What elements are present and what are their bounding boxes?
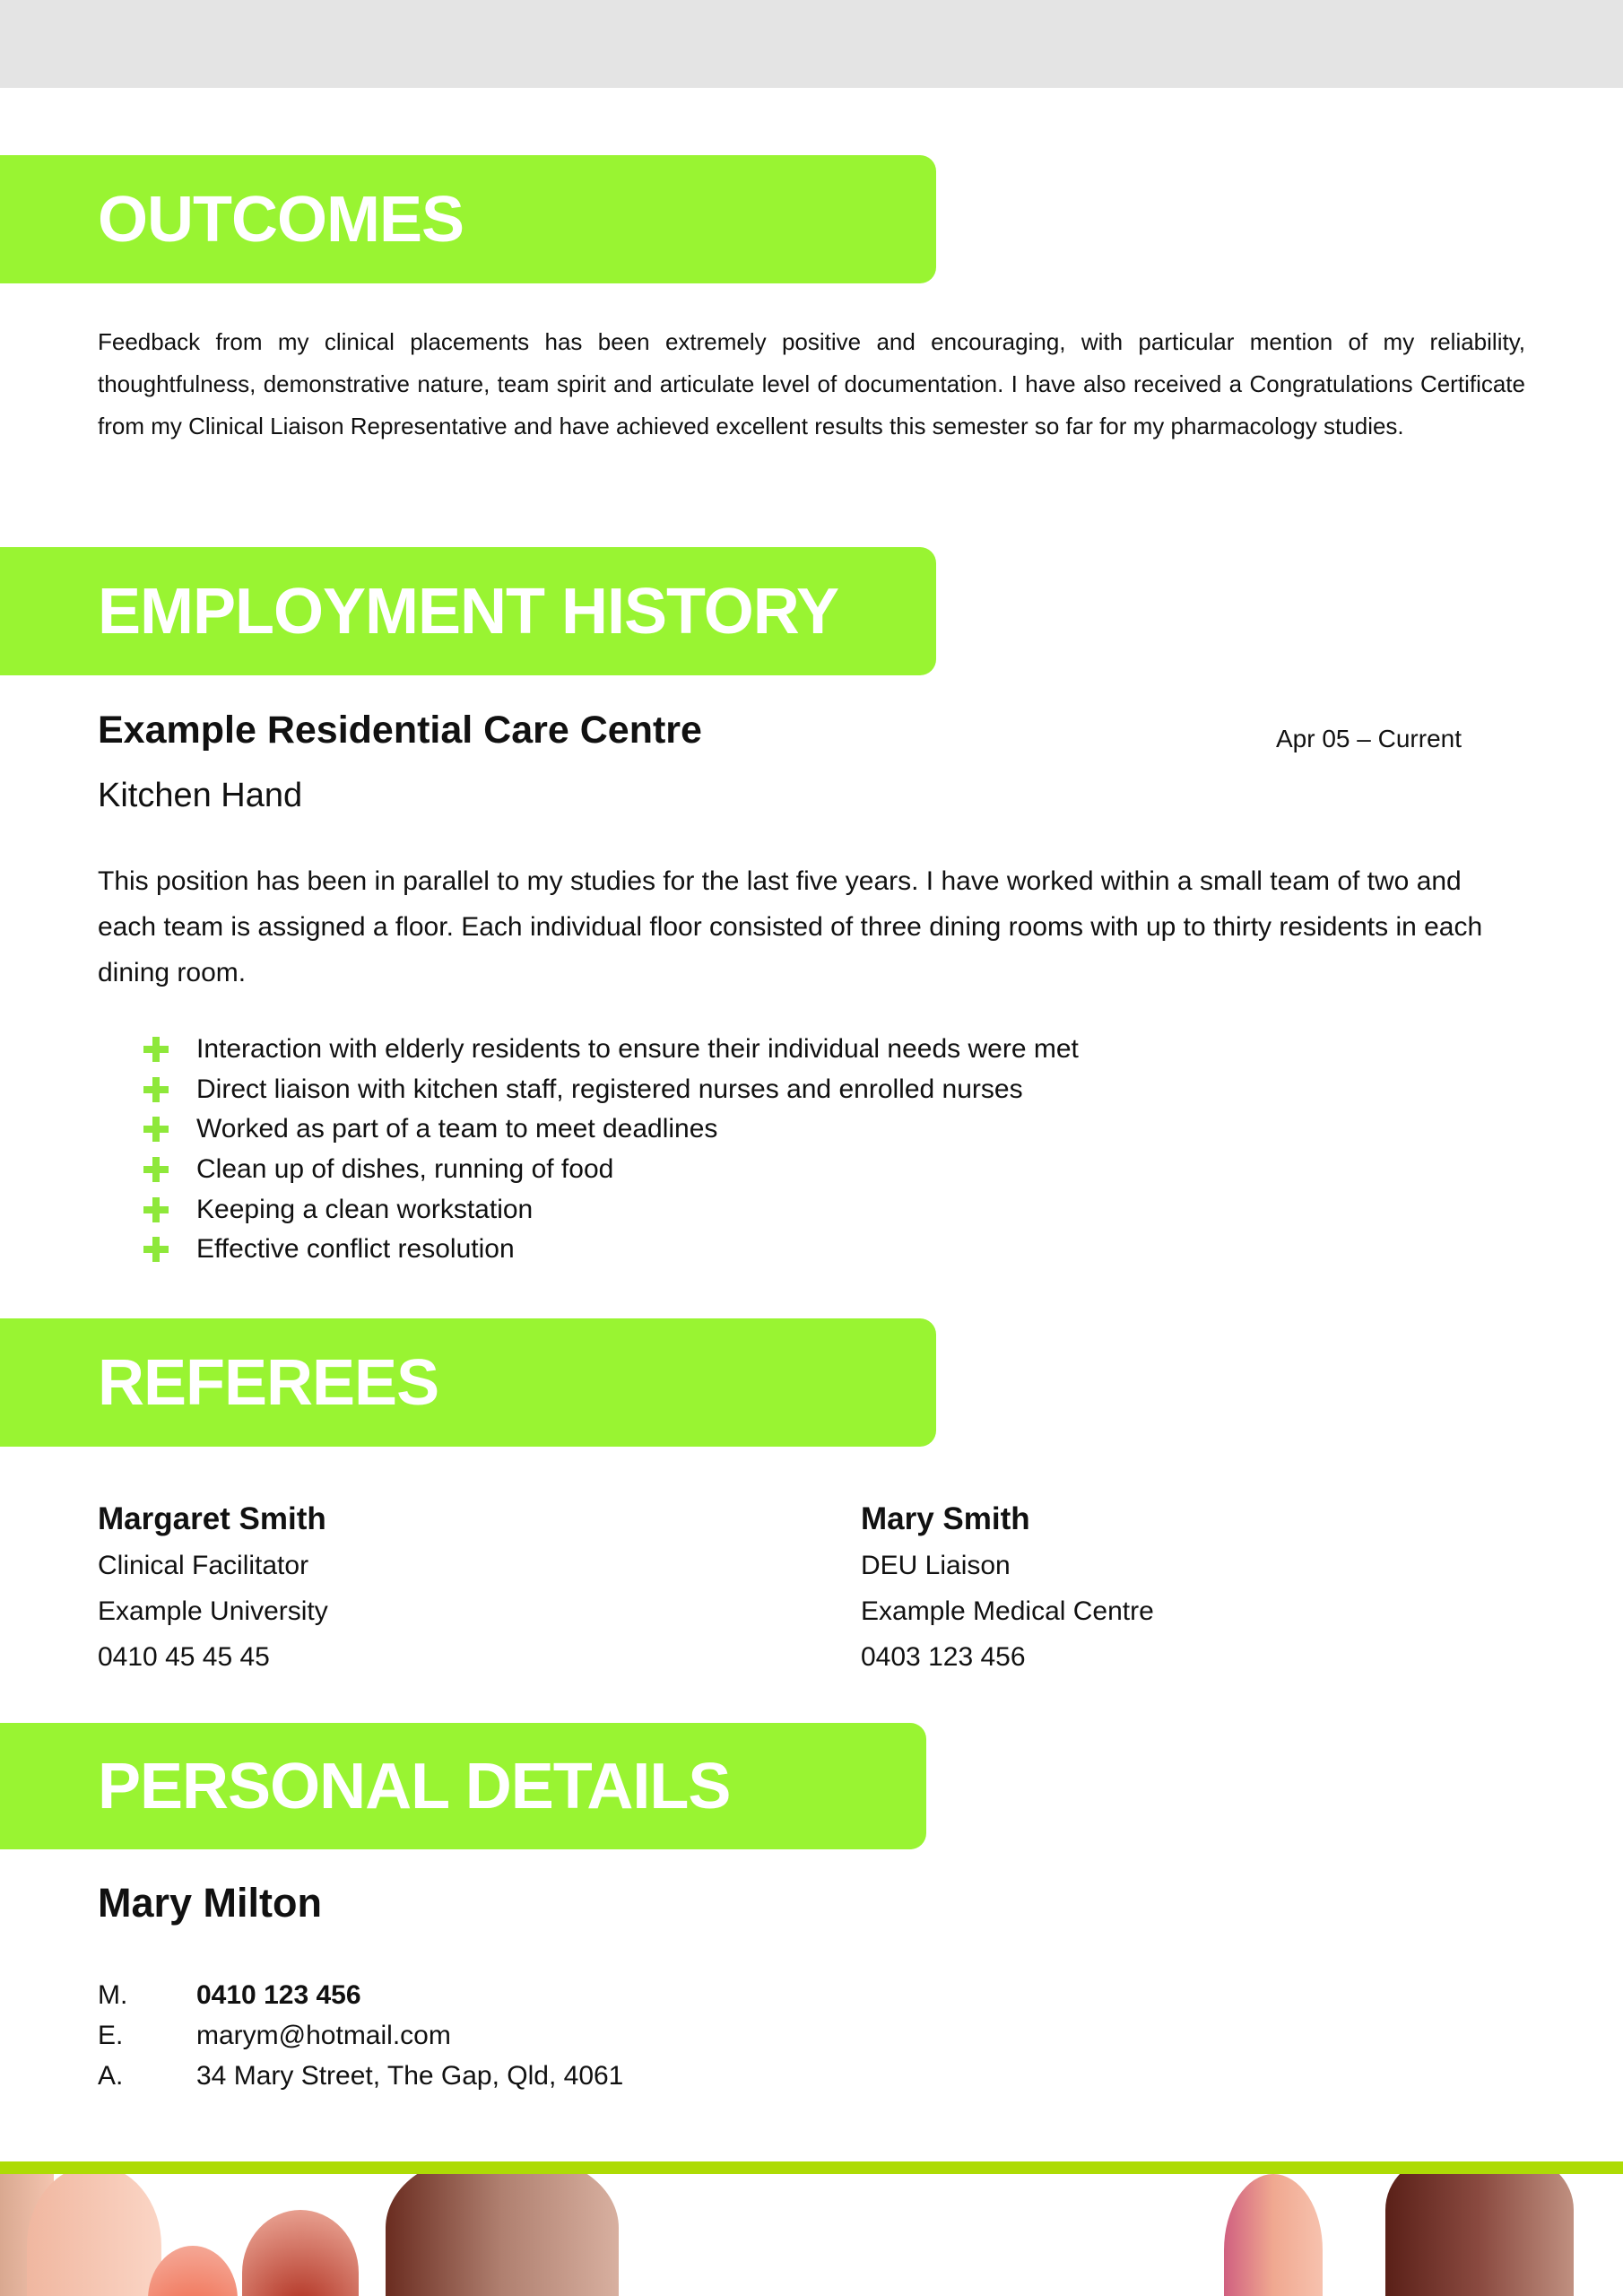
duty-text: Worked as part of a team to meet deadlines [196,1114,718,1144]
personal-heading-bar [0,1723,926,1849]
employment-dates: Apr 05 – Current [1276,725,1462,752]
employment-heading-bar [0,547,936,675]
contact-address [98,2056,623,2096]
plus-bullet-icon [143,1077,169,1102]
plus-bullet-icon [143,1237,169,1262]
referee-position: Clinical Facilitator [98,1551,309,1580]
mobile-number: 0410 123 456 [196,1980,361,2010]
referee-name: Margaret Smith [98,1501,326,1536]
duty-text: Keeping a clean workstation [196,1194,534,1224]
duty-text: Effective conflict resolution [196,1234,515,1265]
employment-heading: EMPLOYMENT HISTORY [98,575,839,648]
list-item [143,1109,1079,1150]
email-address: marym@hotmail.com [196,2021,451,2050]
hands-photo [0,2174,1623,2296]
plus-bullet-icon [143,1197,169,1222]
street-address: 34 Mary Street, The Gap, Qld, 4061 [196,2061,624,2091]
referee-name: Mary Smith [861,1501,1030,1536]
job-description: This position has been in parallel to my studies for the last five years. I have worked within a small team of two and each team is assigned a floor. Each individual floor consisted of three dining rooms with up to thirty residents in each dining room. [98,866,1483,987]
outcomes-heading: OUTCOMES [98,183,464,256]
outcomes-text: Feedback from my clinical placements has been extremely positive and encouraging, with particular mention of my reliability, thoughtfulness, demonstrative nature, team spirit and articulate level of documentation. I have also received a Congratulations Certificate from my Clinical Liaison Representative and have achieved excellent results this semester so far for my pharmacology studies. [98,328,1525,439]
contact-details [98,1975,623,2096]
duty-text: Direct liaison with kitchen staff, registered nurses and enrolled nurses [196,1074,1023,1104]
list-item [143,1230,1079,1270]
referees-heading: REFEREES [98,1346,439,1419]
outcomes-heading-bar [0,155,936,283]
footer-rule [0,2161,1623,2174]
referee-1 [98,1496,328,1680]
contact-mobile [98,1975,623,2015]
duty-text: Clean up of dishes, running of food [196,1154,614,1185]
referee-2 [861,1496,1154,1680]
job-role: Kitchen Hand [98,777,303,814]
referee-organisation: Example University [98,1596,328,1626]
referee-organisation: Example Medical Centre [861,1596,1154,1626]
referees-heading-bar [0,1318,936,1447]
list-item [143,1030,1079,1070]
plus-bullet-icon [143,1117,169,1142]
company-name: Example Residential Care Centre [98,709,702,752]
duties-list [143,1030,1079,1270]
contact-email [98,2015,623,2056]
contact-label: E. [98,2021,124,2050]
list-item [143,1070,1079,1110]
header-band [0,0,1623,88]
referee-phone: 0403 123 456 [861,1642,1026,1672]
person-name: Mary Milton [98,1880,323,1926]
contact-label: M. [98,1980,128,2010]
list-item [143,1189,1079,1230]
plus-bullet-icon [143,1157,169,1182]
personal-heading: PERSONAL DETAILS [98,1750,731,1822]
plus-bullet-icon [143,1037,169,1062]
referee-phone: 0410 45 45 45 [98,1642,270,1672]
referee-position: DEU Liaison [861,1551,1011,1580]
duty-text: Interaction with elderly residents to ensure their individual needs were met [196,1034,1079,1065]
list-item [143,1150,1079,1190]
contact-label: A. [98,2061,124,2091]
